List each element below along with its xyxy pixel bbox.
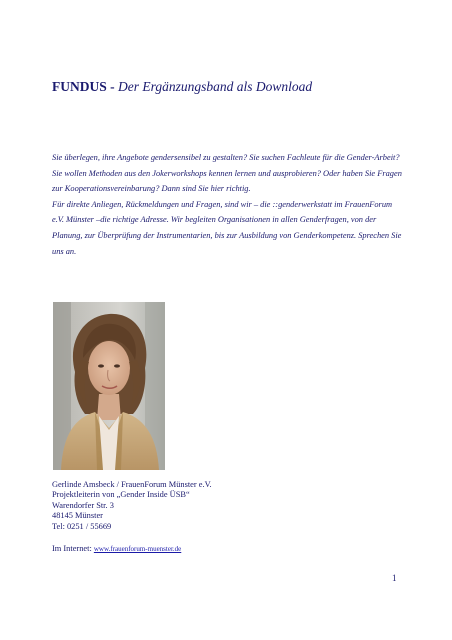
title-subtitle: Der Ergänzungsband als Download <box>118 79 313 94</box>
contact-role: Projektleiterin von „Gender Inside ÜSB“ <box>52 490 190 500</box>
contact-block <box>52 480 212 532</box>
portrait-image <box>53 302 165 470</box>
title-fundus: FUNDUS - <box>52 79 115 94</box>
intro-text <box>52 150 402 259</box>
internet-label: Im Internet: <box>52 544 92 553</box>
website-link[interactable]: www.frauenforum-muenster.de <box>93 545 182 553</box>
intro-paragraph-2: Für direkte Anliegen, Rückmeldungen und Fragen, sind wir – die ::genderwerkstatt im FrauenForum e.V. Münster –die richtige Adresse. Wir begleiten Organisationen in allen Genderfragen, von der Planung, zur Überprüfung der Instrumentarien, bis zur Ausbildung von Genderkompetenz. Sprechen Sie uns an. <box>52 199 402 256</box>
page-number: 1 <box>392 573 397 583</box>
contact-name: Gerlinde Amsbeck / FrauenForum Münster e.V. <box>52 480 212 489</box>
internet-line <box>52 544 181 554</box>
contact-street: Warendorfer Str. 3 <box>52 500 114 510</box>
page-title <box>52 79 312 95</box>
contact-city: 48145 Münster <box>52 511 103 521</box>
contact-phone: Tel: 0251 / 55669 <box>52 521 112 531</box>
intro-paragraph-1: Sie überlegen, ihre Angebote gendersensibel zu gestalten? Sie suchen Fachleute für die Gender-Arbeit? Sie wollen Methoden aus den Jokerworkshops kennen lernen und ausprobieren? Oder haben Sie Fragen zur Kooperationsvereinbarung? Dann sind Sie hier richtig. <box>52 153 402 194</box>
portrait-photo <box>53 302 165 470</box>
